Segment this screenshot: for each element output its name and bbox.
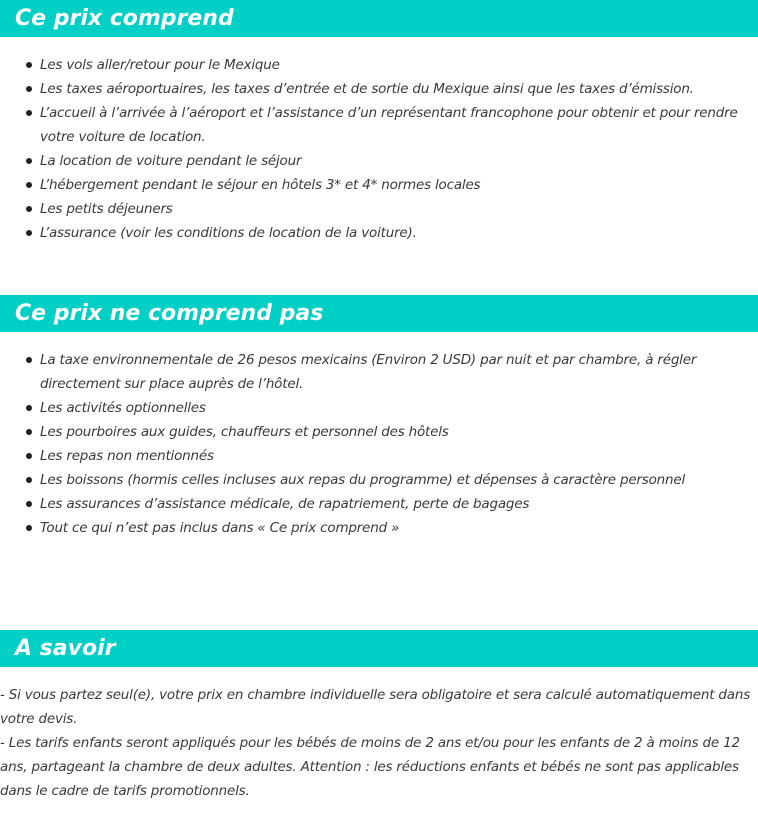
list-item: La location de voiture pendant le séjour xyxy=(0,149,748,173)
list-item: Les boissons (hormis celles incluses aux repas du programme) et dépenses à caractère personnel xyxy=(0,468,748,492)
list-item: Les pourboires aux guides, chauffeurs et personnel des hôtels xyxy=(0,420,748,444)
list-item: Les vols aller/retour pour le Mexique xyxy=(0,53,748,77)
list-item: Les assurances d’assistance médicale, de rapatriement, perte de bagages xyxy=(0,492,748,516)
section-title-not-included: Ce prix ne comprend pas xyxy=(0,295,758,332)
section-title-included: Ce prix comprend xyxy=(0,0,758,37)
list-item: L’assurance (voir les conditions de location de la voiture). xyxy=(0,221,748,245)
note-paragraph: - Les tarifs enfants seront appliqués pour les bébés de moins de 2 ans et/ou pour les enfants de 2 à moins de 12 ans, partageant la chambre de deux adultes. Attention : les réductions enfants et bébés ne sont pas applicables dans le cadre de tarifs promotionnels. xyxy=(0,735,740,799)
list-item: La taxe environnementale de 26 pesos mexicains (Environ 2 USD) par nuit et par chambre, à régler directement sur place auprès de l’hôtel. xyxy=(0,348,748,396)
not-included-list xyxy=(0,348,748,540)
list-item: L’hébergement pendant le séjour en hôtels 3* et 4* normes locales xyxy=(0,173,748,197)
list-item: Les repas non mentionnés xyxy=(0,444,748,468)
list-item: Les petits déjeuners xyxy=(0,197,748,221)
section-title-to-know: A savoir xyxy=(0,630,758,667)
included-list xyxy=(0,53,748,245)
to-know-notes xyxy=(0,683,752,803)
list-item: Les activités optionnelles xyxy=(0,396,748,420)
list-item: L’accueil à l’arrivée à l’aéroport et l’assistance d’un représentant francophone pour obtenir et pour rendre votre voiture de location. xyxy=(0,101,748,149)
list-item: Les taxes aéroportuaires, les taxes d’entrée et de sortie du Mexique ainsi que les taxes d’émission. xyxy=(0,77,748,101)
list-item: Tout ce qui n’est pas inclus dans « Ce prix comprend » xyxy=(0,516,748,540)
note-paragraph: - Si vous partez seul(e), votre prix en chambre individuelle sera obligatoire et sera calculé automatiquement dans votre devis. xyxy=(0,687,751,727)
